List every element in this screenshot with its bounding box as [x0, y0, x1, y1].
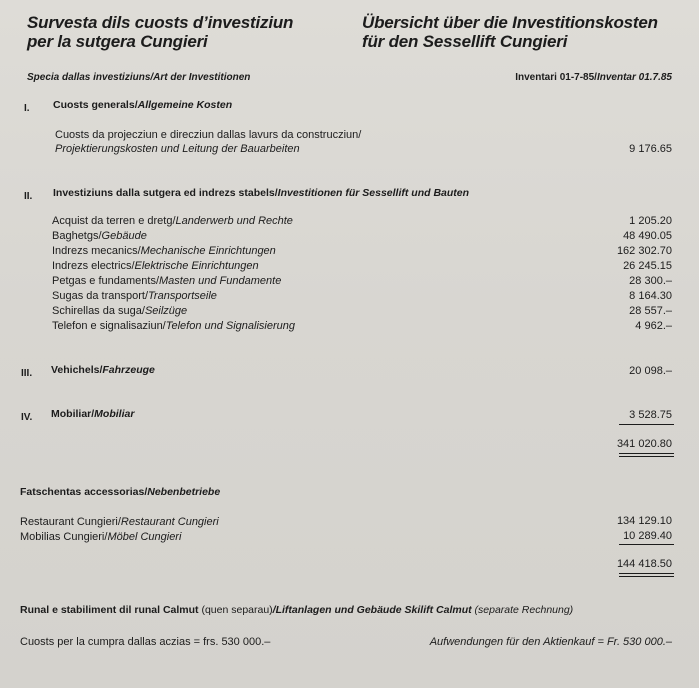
section-1-item: Cuosts da projecziun e direcziun dallas lavurs da construcziun/ Projektierungskosten und Leitung der Bauarbeiten — [55, 129, 362, 155]
section-1-title: Cuosts generals/Allgemeine Kosten — [53, 99, 233, 111]
calmut-note-de: Aufwendungen für den Aktienkauf = Fr. 530 000.– — [429, 636, 672, 648]
subtitle-left: Specia dallas investiziuns/Art der Investitionen — [27, 72, 251, 83]
secondary-total: 144 418.50 — [616, 558, 672, 570]
section-2-number: II. — [24, 191, 33, 202]
section-2-title: Investiziuns dalla sutgera ed indrezs stabels/Investitionen für Sessellift und Bauten — [53, 187, 470, 199]
calmut-note-rm: Cuosts per la cumpra dallas aczias = frs. 530 000.– — [20, 636, 271, 648]
ghost-bleed-through — [355, 48, 685, 118]
section-4-number: IV. — [21, 412, 33, 423]
section-2-amount: 4 962.– — [635, 320, 672, 332]
section-2-item: Acquist da terren e dretg/Landerwerb und Rechte — [52, 215, 293, 227]
section-2-amount: 48 490.05 — [623, 230, 672, 242]
secondary-rule-top — [619, 544, 674, 545]
secondary-item: Restaurant Cungieri/Restaurant Cungieri — [20, 516, 219, 528]
total-rule-bottom-2 — [619, 456, 674, 457]
secondary-rule-bottom-1 — [619, 573, 674, 574]
secondary-rule-bottom-2 — [619, 576, 674, 577]
section-2-amount: 8 164.30 — [629, 290, 672, 302]
section-2-item: Schirellas da suga/Seilzüge — [52, 305, 188, 317]
calmut-title: Runal e stabiliment dil runal Calmut (quen separau)/Liftanlagen und Gebäude Skilift Calmut (separate Rechnung) — [20, 604, 574, 616]
section-3-title: Vehichels/Fahrzeuge — [51, 364, 155, 376]
secondary-title: Fatschentas accessorias/Nebenbetriebe — [20, 486, 221, 498]
section-1-amount: 9 176.65 — [629, 143, 672, 155]
secondary-amount: 134 129.10 — [616, 515, 672, 527]
section-2-amount: 28 557.– — [629, 305, 672, 317]
section-2-item: Indrezs mecanics/Mechanische Einrichtungen — [52, 245, 276, 257]
section-2-item: Sugas da transport/Transportseile — [52, 290, 217, 302]
section-4-amount: 3 528.75 — [629, 409, 672, 421]
secondary-item: Mobilias Cungieri/Möbel Cungieri — [20, 531, 182, 543]
title-right-line1: Übersicht über die Investitionskosten — [362, 13, 658, 32]
subtitle-right: Inventari 01-7-85/Inventar 01.7.85 — [515, 72, 672, 83]
section-2-item: Petgas e fundaments/Masten und Fundamente — [52, 275, 282, 287]
section-2-item: Telefon e signalisaziun/Telefon und Signalisierung — [52, 320, 295, 332]
section-3-amount: 20 098.– — [629, 365, 672, 377]
section-1-number: I. — [24, 103, 30, 114]
section-2-item: Indrezs electrics/Elektrische Einrichtungen — [52, 260, 259, 272]
section-2-amount: 28 300.– — [629, 275, 672, 287]
total-rule-bottom-1 — [619, 453, 674, 454]
section-2-amount: 1 205.20 — [629, 215, 672, 227]
section-4-title: Mobiliar/Mobiliar — [51, 408, 135, 420]
section-2-item: Baghetgs/Gebäude — [52, 230, 147, 242]
secondary-amount: 10 289.40 — [623, 530, 672, 542]
title-left — [27, 13, 293, 51]
section-3-number: III. — [21, 368, 33, 379]
title-left-line1: Survesta dils cuosts d’investiziun — [27, 13, 294, 32]
section-2-amount: 162 302.70 — [616, 245, 672, 257]
subtotal-rule-top — [619, 424, 674, 425]
title-right-line2: für den Sessellift Cungieri — [362, 32, 568, 51]
title-right — [362, 13, 658, 51]
total-investments: 341 020.80 — [616, 438, 672, 450]
section-2-amount: 26 245.15 — [623, 260, 672, 272]
title-left-line2: per la sutgera Cungieri — [27, 32, 208, 51]
